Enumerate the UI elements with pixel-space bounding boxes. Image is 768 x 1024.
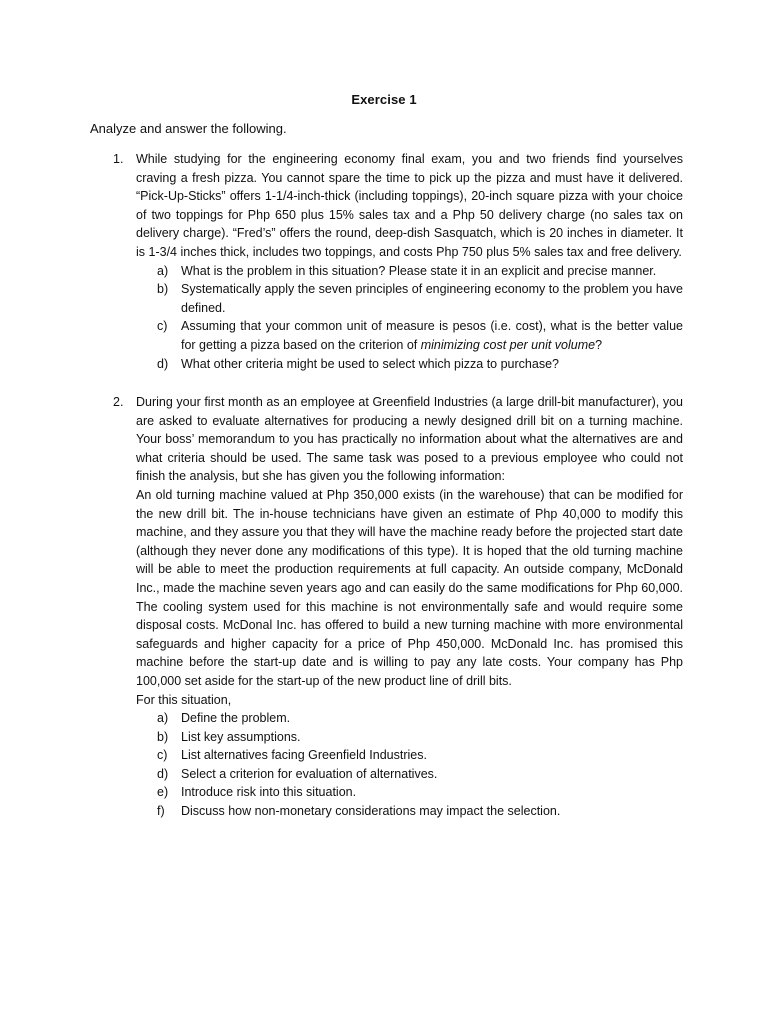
subquestion-label: c) [157, 319, 168, 334]
subquestion-label: a) [157, 263, 169, 278]
subquestion-emphasis: minimizing cost per unit volume [420, 337, 596, 352]
question-scenario: An old turning machine valued at Php 350,000 exists (in the warehouse) that can be modified for the new drill bit. The in-house technicians have given an estimate of Php 40,000 to modify this machine, and they assure you that they will have the machine ready before the projected start date (although they never done any modifications of this type). It is hoped that the old turning machine will be able to meet the production requirements at full capacity. An outside company, McDonald Inc., made the machine seven years ago and can easily do the same modifications for Php 60,000. The cooling system used for this machine is not environmentally safe and would require some disposal costs. McDonal Inc. has offered to build a new turning machine with more environmental safeguards and higher capacity for a price of Php 450,000. McDonald Inc. has promised this machine before the start-up date and is willing to pay any late costs. Your company has Php 100,000 set aside for the start-up of the new product line of drill bits. [136, 487, 683, 688]
subquestion-text: Discuss how non-monetary considerations may impact the selection. [181, 804, 561, 819]
subquestion-label: a) [157, 711, 169, 726]
subquestion-label: c) [157, 748, 168, 763]
subquestion-label: d) [157, 356, 169, 371]
subquestion-label: b) [157, 729, 169, 744]
subquestion-item [136, 280, 683, 317]
question-text: During your first month as an employee at Greenfield Industries (a large drill-bit manufacturer), you are asked to evaluate alternatives for producing a newly designed drill bit on a turning machine. Your boss’ memorandum to you has practically no information about what the alternatives are and what criteria should be used. The same task was posed to a previous employee who could not finish the analysis, but she has given you the following information: [136, 395, 683, 484]
question-1 [113, 150, 683, 373]
document-title: Exercise 1 [351, 92, 417, 107]
subquestion-text: What is the problem in this situation? Please state it in an explicit and precise manner. [181, 263, 657, 278]
subquestion-list [136, 709, 683, 821]
subquestion-label: b) [157, 282, 169, 297]
subquestion-item [136, 355, 683, 374]
subquestion-item [136, 783, 683, 802]
question-text: While studying for the engineering economy final exam, you and two friends find yourselves craving a fresh pizza. You cannot spare the time to pick up the pizza and must have it delivered. “Pick-Up-Sticks” offers 1-1/4-inch-thick (including toppings), 20-inch square pizza with your choice of two toppings for Php 650 plus 15% sales tax and a Php 50 delivery charge (no sales tax on delivery charge). “Fred’s” offers the round, deep-dish Sasquatch, which is 20 inches in diameter. It is 1-3/4 inches thick, includes two toppings, and costs Php 750 plus 5% sales tax and free delivery. [136, 152, 683, 259]
question-2 [113, 393, 683, 821]
subquestion-suffix: ? [595, 337, 603, 352]
question-lead-in: For this situation, [136, 692, 232, 707]
question-number: 1. [113, 152, 124, 166]
subquestion-text: List key assumptions. [181, 729, 301, 744]
question-number: 2. [113, 395, 124, 409]
question-body [136, 150, 683, 373]
document-intro: Analyze and answer the following. [90, 121, 287, 136]
subquestion-label: e) [157, 785, 169, 800]
subquestion-item [136, 802, 683, 821]
subquestion-item [136, 262, 683, 281]
subquestion-text: Introduce risk into this situation. [181, 785, 357, 800]
subquestion-item [136, 746, 683, 765]
subquestion-text: Define the problem. [181, 711, 291, 726]
subquestion-item [136, 317, 683, 354]
subquestion-item [136, 765, 683, 784]
subquestion-item [136, 709, 683, 728]
subquestion-text: List alternatives facing Greenfield Industries. [181, 748, 427, 763]
subquestion-text: Select a criterion for evaluation of alternatives. [181, 766, 438, 781]
question-body [136, 393, 683, 821]
subquestion-item [136, 728, 683, 747]
subquestion-list [136, 262, 683, 374]
subquestion-text: Systematically apply the seven principles of engineering economy to the problem you have defined. [181, 282, 683, 315]
subquestion-label: d) [157, 766, 169, 781]
subquestion-text: What other criteria might be used to select which pizza to purchase? [181, 356, 559, 371]
subquestion-label: f) [157, 804, 165, 819]
subquestion-text: Assuming that your common unit of measure is pesos (i.e. cost), what is the better value for getting a pizza based on the criterion of [181, 319, 683, 352]
